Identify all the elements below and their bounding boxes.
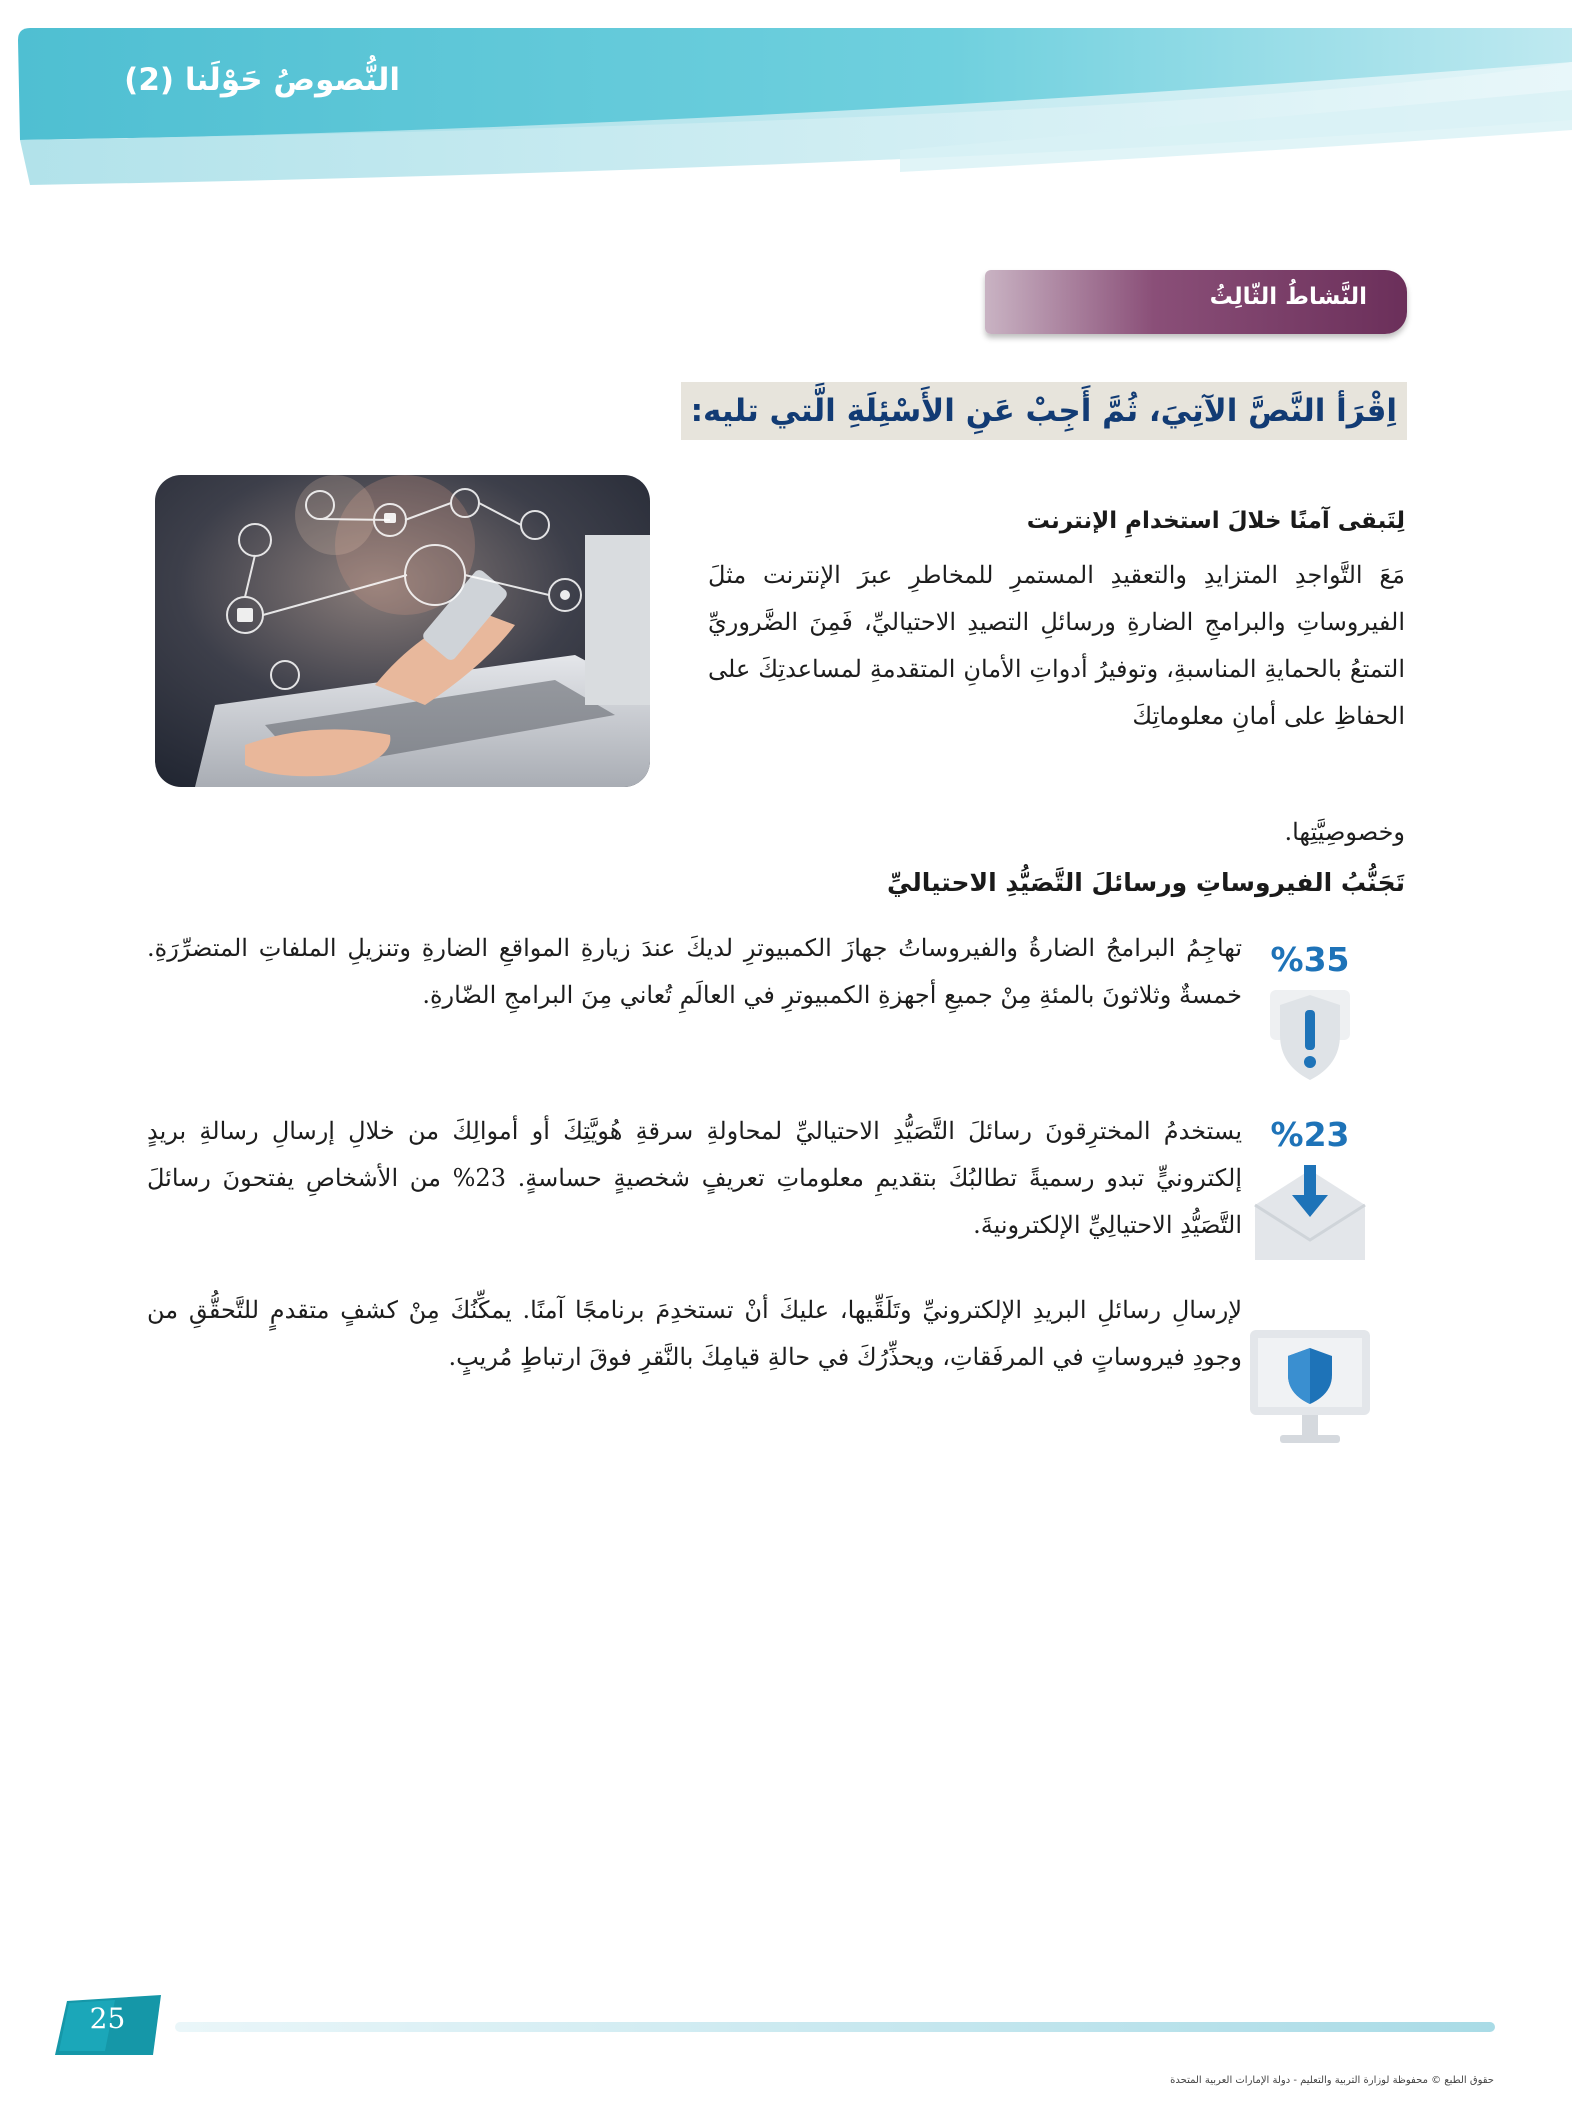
footer-divider — [175, 2022, 1495, 2032]
email-download-icon — [1240, 1115, 1380, 1265]
cyber-security-photo — [155, 475, 650, 787]
activity-label: النَّشاطُ الثّالِثُ — [1209, 284, 1367, 310]
fact-paragraph-malware: تهاجِمُ البرامجُ الضارةُ والفيروساتُ جهازَ الكمبيوترِ لديكَ عندَ زيارةِ المواقعِ الضارةِ وتنزيلِ الملفاتِ المتضرِّرَةِ. خمسةٌ وثلاثونَ بالمئةِ مِنْ جميعِ أجهزةِ الكمبيوترِ في العالَمِ تُعاني مِنَ البرامجِ الضّارةِ. — [147, 934, 1242, 1009]
fact-paragraph-phishing: يستخدمُ المخترِقونَ رسائلَ التَّصَيُّدِ الاحتياليِّ لمحاولةِ سرقةِ هُويَّتِكَ أو أموالِكَ من خلالِ إرسالِ رسالةِ بريدٍ إلكترونيٍّ تبدو رسميةً تطالبُكَ بتقديمِ معلوماتِ تعريفٍ شخصيةٍ حساسةٍ. 23% من الأشخاصِ يفتحونَ رسائلَ التَّصَيُّدِ الاحتيالِيِّ الإلكترونيةَ. — [147, 1117, 1242, 1239]
intro-paragraph-end: وخصوصِيَّتِها. — [1284, 818, 1405, 846]
header-title: النُّصوصُ حَوْلَنا (2) — [124, 62, 400, 98]
warning-shield-icon — [1240, 940, 1380, 1090]
section-heading: تَجَنُّبُ الفيروساتِ ورسائلَ التَّصَيُّدِ الاحتياليِّ — [887, 868, 1405, 897]
fact-paragraph-secure-email: لإرسالِ رسائلِ البريدِ الإلكترونيِّ وتَلَقِّيها، عليكَ أنْ تستخدِمَ برنامجًا آمنًا. يمكِّنُكَ مِنْ كشفٍ متقدمٍ للتَّحقُّقِ من وجودِ فيروساتٍ في المرفَقاتِ، ويحذِّرُكَ في حالةِ قيامِكَ بالنَّقرِ فوقَ ارتباطٍ مُريبٍ. — [147, 1296, 1243, 1371]
intro-paragraph: مَعَ التَّواجدِ المتزايدِ والتعقيدِ المستمرِ للمخاطرِ عبرَ الإنترنت مثلَ الفيروساتِ والبرامجِ الضارةِ ورسائلِ التصيدِ الاحتياليِّ، فَمِنَ الضَّروريِّ التمتعُ بالحمايةِ المناسبةِ، وتوفيرُ أدواتِ الأمانِ المتقدمةِ لمساعدتِكَ على الحفاظِ على أمانِ معلوماتِكَ — [708, 561, 1405, 730]
copyright-notice: حقوق الطبع © محفوظة لوزارة التربية والتعليم - دولة الإمارات العربية المتحدة — [1170, 2075, 1494, 2086]
activity-tag — [985, 270, 1407, 334]
page-number: 25 — [89, 2002, 126, 2035]
shield-monitor-icon — [1240, 1320, 1380, 1470]
article-heading: لِتَبقى آمنًا خلالَ استخدامِ الإنترنت — [1026, 508, 1405, 534]
stat-value: %35 — [1270, 940, 1350, 979]
instruction: اِقْرَأ النَّصَّ الآتِيَ، ثُمَّ أَجِبْ عَنِ الأَسْئِلَةِ الَّتي تليه: — [681, 382, 1407, 440]
stat-value: %23 — [1270, 1115, 1350, 1154]
